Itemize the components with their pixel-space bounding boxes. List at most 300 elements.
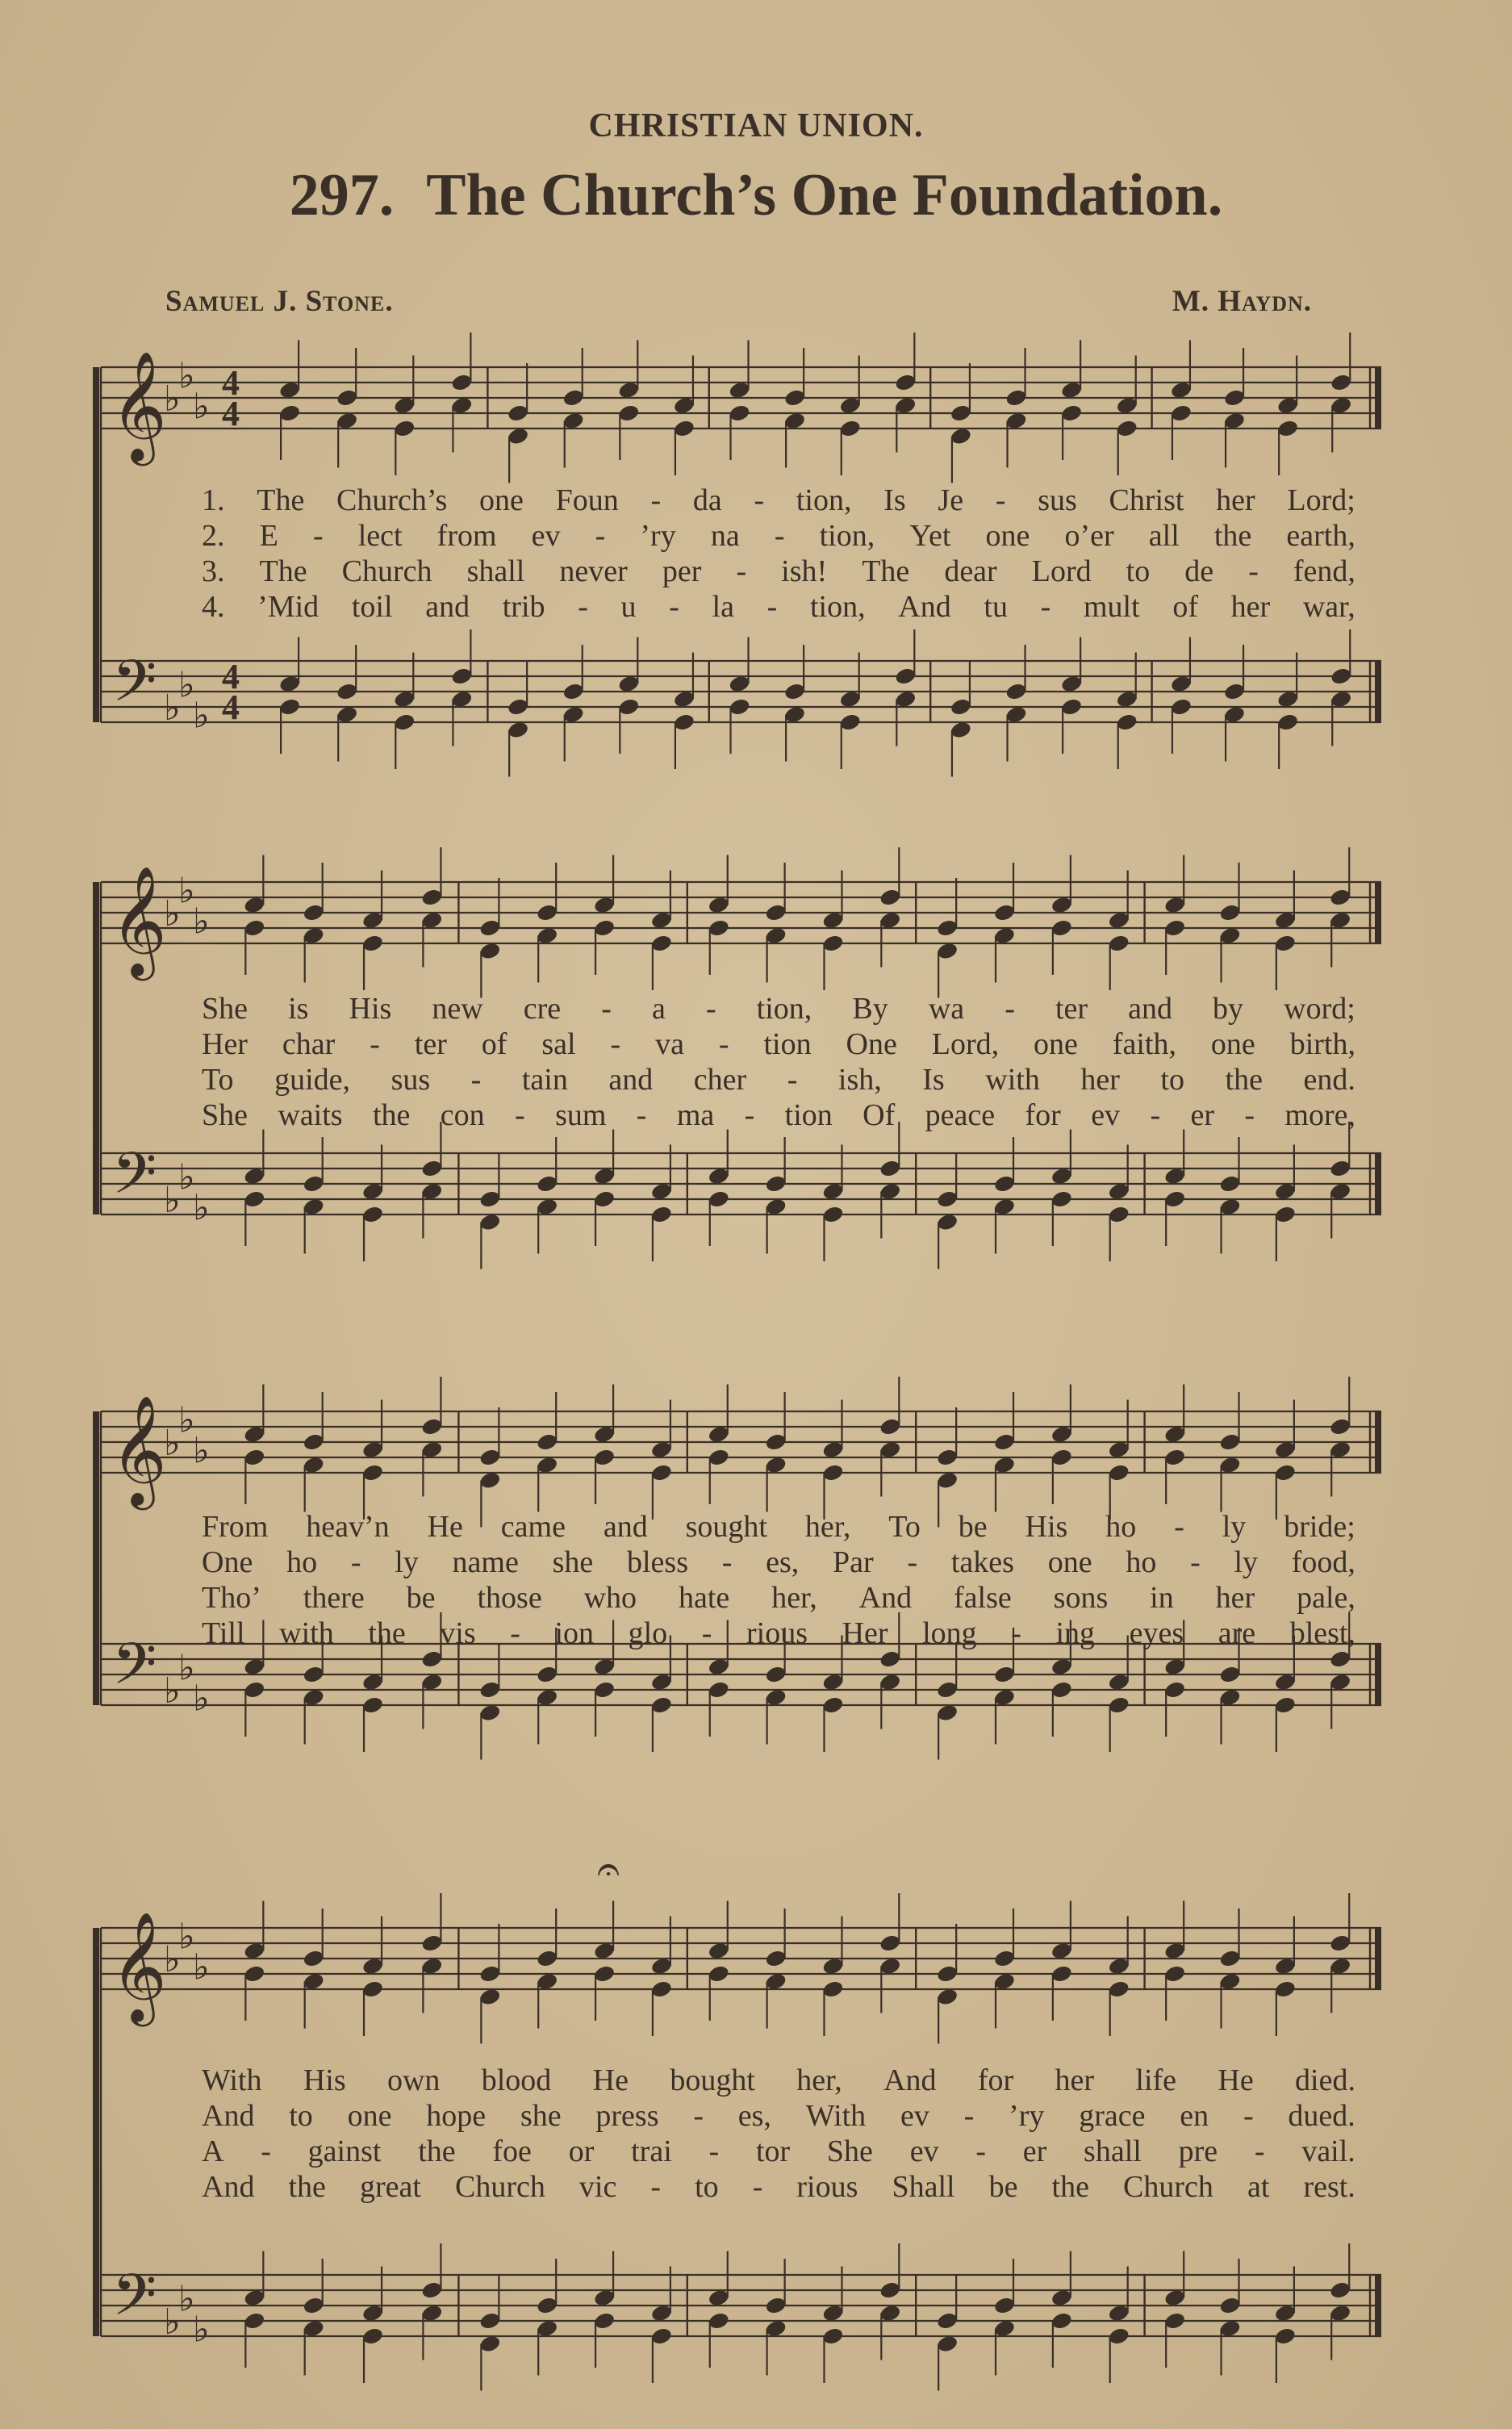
lyric-syllable: - xyxy=(595,519,606,553)
lyric-syllable: - xyxy=(669,590,679,624)
lyric-syllable: With xyxy=(202,2063,262,2097)
barline xyxy=(1375,1928,1381,1989)
lyric-syllable: press xyxy=(595,2099,659,2133)
lyric-syllable: one xyxy=(479,483,524,517)
lyric-syllable: hope xyxy=(426,2099,487,2133)
lyric-syllable: to xyxy=(695,2170,719,2204)
treble-clef-icon: 𝄞 xyxy=(111,864,167,976)
lyric-syllable: - xyxy=(744,1098,755,1132)
lyric-syllable: With xyxy=(805,2099,867,2133)
lyric-syllable: name xyxy=(452,1545,519,1579)
lyric-syllable: ev xyxy=(909,2134,939,2168)
flat-icon: ♭ xyxy=(164,2301,181,2343)
lyric-syllable: food, xyxy=(1291,1545,1355,1579)
lyric-syllable: - xyxy=(1248,554,1259,588)
lyric-syllable: tain xyxy=(521,1063,568,1097)
lyric-syllable: Is xyxy=(883,483,906,517)
lyric-syllable: ev xyxy=(531,519,561,553)
lyric-syllable: Tho’ xyxy=(202,1581,261,1615)
treble-clef-icon: 𝄞 xyxy=(111,1394,167,1505)
lyric-syllable: the xyxy=(288,2170,326,2204)
lyric-syllable: E xyxy=(259,519,278,553)
lyric-syllable: - xyxy=(705,992,716,1026)
lyric-syllable: na xyxy=(710,519,740,553)
lyric-syllable: sought xyxy=(685,1510,767,1544)
lyric-syllable: 3. xyxy=(202,554,225,588)
flat-icon: ♭ xyxy=(178,2278,195,2320)
lyric-syllable: long xyxy=(922,1616,977,1650)
lyric-syllable: cre xyxy=(523,992,562,1026)
flat-icon: ♭ xyxy=(193,901,210,943)
lyric-syllable: toil xyxy=(351,590,393,624)
lyric-syllable: Is xyxy=(922,1063,945,1097)
lyric-syllable: ly xyxy=(1234,1545,1259,1579)
flat-icon: ♭ xyxy=(178,1916,195,1958)
lyric-syllable: - xyxy=(774,519,785,553)
lyric-syllable: - xyxy=(470,1063,482,1097)
lyric-syllable: who xyxy=(583,1581,637,1615)
lyric-syllable: gainst xyxy=(307,2134,382,2168)
lyric-syllable: tion xyxy=(763,1027,812,1061)
lyric-syllable: ly xyxy=(1222,1510,1247,1544)
lyric-syllable: eyes xyxy=(1129,1616,1184,1650)
lyric-syllable: and xyxy=(603,1510,648,1544)
lyric-syllable: Yet xyxy=(909,519,951,553)
lyric-syllable: ion xyxy=(554,1616,595,1650)
lyric-syllable: at xyxy=(1247,2170,1270,2204)
lyric-syllable: end. xyxy=(1303,1063,1355,1097)
time-signature: 4 xyxy=(222,657,240,696)
lyric-syllable: blood xyxy=(481,2063,552,2097)
lyric-syllable: ev xyxy=(1091,1098,1121,1132)
lyric-syllable: dued. xyxy=(1288,2099,1355,2133)
lyric-syllable: sus xyxy=(1038,483,1077,517)
lyric-syllable: - xyxy=(261,2134,271,2168)
lyric-syllable: tion xyxy=(784,1098,833,1132)
lyric-syllable: ’ry xyxy=(640,519,676,553)
lyric-syllable: tion, xyxy=(796,483,852,517)
lyric-syllable: trib xyxy=(502,590,545,624)
lyric-syllable: - xyxy=(1190,1545,1201,1579)
lyric-syllable: tor xyxy=(755,2134,791,2168)
lyric-syllable: He xyxy=(592,2063,629,2097)
lyric-syllable: ish! xyxy=(781,554,828,588)
lyric-syllable: those xyxy=(477,1581,542,1615)
lyric-syllable: bride; xyxy=(1284,1510,1355,1544)
lyric-syllable: - xyxy=(1244,1098,1255,1132)
lyric-syllable: a xyxy=(651,992,666,1026)
lyric-syllable: - xyxy=(752,2170,763,2204)
lyric-syllable: en xyxy=(1180,2099,1209,2133)
lyric-syllable: ’ry xyxy=(1009,2099,1045,2133)
lyric-syllable: her xyxy=(1215,1581,1255,1615)
flat-icon: ♭ xyxy=(164,1423,181,1464)
lyric-syllable: bought xyxy=(670,2063,755,2097)
section-heading: CHRISTIAN UNION. xyxy=(588,107,924,144)
lyric-syllable: - xyxy=(312,519,324,553)
lyric-syllable: - xyxy=(995,483,1006,517)
lyric-syllable: or xyxy=(568,2134,595,2168)
lyric-syllable: - xyxy=(754,483,765,517)
lyric-syllable: Church’s xyxy=(336,483,448,517)
lyric-syllable: cher xyxy=(693,1063,747,1097)
lyric-syllable: And xyxy=(202,2099,255,2133)
lyric-syllable: life xyxy=(1135,2063,1177,2097)
lyric-syllable: - xyxy=(650,2170,662,2204)
lyric-syllable: - xyxy=(708,2134,720,2168)
lyric-syllable: er xyxy=(1190,1098,1214,1132)
lyric-syllable: there xyxy=(303,1581,365,1615)
system-bracket xyxy=(93,1928,99,2336)
flat-icon: ♭ xyxy=(193,2309,210,2351)
lyric-syllable: es, xyxy=(766,1545,800,1579)
lyric-syllable: Church xyxy=(454,2170,545,2204)
lyric-syllable: of xyxy=(1172,590,1198,624)
lyric-syllable: ing xyxy=(1055,1616,1096,1650)
lyric-syllable: and xyxy=(425,590,470,624)
lyric-syllable: foe xyxy=(492,2134,532,2168)
lyric-syllable: Lord; xyxy=(1287,483,1355,517)
lyric-syllable: waits xyxy=(278,1098,343,1132)
lyric-syllable: be xyxy=(988,2170,1018,2204)
lyric-syllable: - xyxy=(766,590,778,624)
hymn-title-text: The Church’s One Foundation. xyxy=(426,162,1223,228)
time-signature: 4 xyxy=(222,363,240,403)
lyric-syllable: 4. xyxy=(202,590,225,624)
lyric-syllable: Church xyxy=(1123,2170,1213,2204)
lyric-syllable: - xyxy=(578,590,588,624)
lyric-syllable: the xyxy=(372,1098,411,1132)
lyric-syllable: came xyxy=(500,1510,566,1544)
lyric-syllable: And xyxy=(858,1581,913,1615)
flat-icon: ♭ xyxy=(178,1647,195,1689)
lyric-syllable: the xyxy=(418,2134,456,2168)
lyric-syllable: faith, xyxy=(1112,1027,1176,1061)
lyric-syllable: A xyxy=(202,2134,224,2168)
bass-clef-icon: 𝄢 xyxy=(112,1140,157,1221)
lyric-syllable: es, xyxy=(737,2099,771,2133)
lyric-syllable: is xyxy=(288,992,309,1026)
lyric-syllable: - xyxy=(787,1063,798,1097)
lyric-syllable: er xyxy=(1022,2134,1047,2168)
flat-icon: ♭ xyxy=(193,1430,210,1472)
lyric-syllable: His xyxy=(1025,1510,1068,1544)
lyric-syllable: ho xyxy=(1105,1510,1137,1544)
flat-icon: ♭ xyxy=(178,1399,195,1441)
lyric-syllable: and xyxy=(1128,992,1172,1026)
lyric-syllable: She xyxy=(202,1098,248,1132)
hymn-number: 297. xyxy=(289,162,395,228)
lyric-syllable: she xyxy=(520,2099,562,2133)
lyric-syllable: fend, xyxy=(1293,554,1355,588)
lyric-syllable: rest. xyxy=(1303,2170,1355,2204)
lyric-syllable: His xyxy=(349,992,392,1026)
lyric-syllable: grace xyxy=(1079,2099,1146,2133)
flat-icon: ♭ xyxy=(164,1670,181,1712)
lyric-syllable: ev xyxy=(900,2099,929,2133)
lyric-syllable: the xyxy=(1051,2170,1089,2204)
lyric-syllable: shall xyxy=(1084,2134,1142,2168)
lyric-syllable: ly xyxy=(395,1545,419,1579)
flat-icon: ♭ xyxy=(164,893,181,934)
lyric-syllable: - xyxy=(693,2099,704,2133)
lyric-syllable: hate xyxy=(678,1581,730,1615)
lyric-syllable: ma xyxy=(676,1098,715,1132)
lyric-syllable: new xyxy=(432,992,483,1026)
lyric-syllable: Shall xyxy=(892,2170,955,2204)
lyric-syllable: Je xyxy=(938,483,964,517)
flat-icon: ♭ xyxy=(178,1156,195,1198)
lyric-syllable: lect xyxy=(357,519,403,553)
lyric-syllable: the xyxy=(368,1616,406,1650)
lyricist-credit: Samuel J. Stone. xyxy=(165,285,394,318)
barline xyxy=(1375,2275,1381,2336)
lyric-syllable: by xyxy=(1213,992,1244,1026)
lyric-syllable: To xyxy=(202,1063,234,1097)
lyric-syllable: char xyxy=(282,1027,336,1061)
bass-clef-icon: 𝄢 xyxy=(112,2262,157,2343)
lyric-syllable: her xyxy=(1216,483,1255,517)
lyric-syllable: tion, xyxy=(809,590,866,624)
lyric-syllable: One xyxy=(202,1545,253,1579)
lyric-syllable: bless xyxy=(626,1545,688,1579)
lyric-syllable: - xyxy=(1174,1510,1184,1544)
lyric-syllable: - xyxy=(907,1545,918,1579)
lyric-syllable: Lord, xyxy=(931,1027,1000,1061)
lyric-syllable: The xyxy=(862,554,910,588)
lyric-syllable: never xyxy=(559,554,628,588)
lyric-syllable: birth, xyxy=(1289,1027,1355,1061)
lyric-syllable: 1. xyxy=(202,483,225,517)
lyric-syllable: Till xyxy=(202,1616,245,1650)
lyric-syllable: Christ xyxy=(1109,483,1184,517)
lyric-syllable: The xyxy=(257,483,305,517)
treble-clef-icon: 𝄞 xyxy=(111,1910,167,2021)
lyric-syllable: dear xyxy=(944,554,997,588)
lyric-syllable: mult xyxy=(1083,590,1140,624)
lyric-syllable: ter xyxy=(414,1027,447,1061)
lyric-syllable: He xyxy=(427,1510,463,1544)
lyric-syllable: for xyxy=(1025,1098,1061,1132)
lyric-syllable: wa xyxy=(928,992,965,1026)
lyric-syllable: to xyxy=(1126,554,1151,588)
lyric-syllable: da xyxy=(692,483,722,517)
composer-credit: M. Haydn. xyxy=(1172,285,1312,318)
lyric-syllable: with xyxy=(279,1616,334,1650)
lyric-syllable: earth, xyxy=(1286,519,1355,553)
lyric-syllable: her xyxy=(1080,1063,1120,1097)
lyric-syllable: takes xyxy=(950,1545,1014,1579)
flat-icon: ♭ xyxy=(164,688,181,729)
lyric-syllable: be xyxy=(958,1510,988,1544)
lyric-syllable: her, xyxy=(804,1510,851,1544)
lyric-syllable: Her xyxy=(202,1027,248,1061)
lyric-syllable: rious xyxy=(746,1616,808,1650)
lyric-syllable: she xyxy=(552,1545,594,1579)
lyric-syllable: and xyxy=(608,1063,654,1097)
lyric-syllable: in xyxy=(1150,1581,1174,1615)
lyric-syllable: be xyxy=(406,1581,436,1615)
lyric-syllable: - xyxy=(1040,590,1051,624)
lyric-syllable: one xyxy=(1210,1027,1255,1061)
lyric-syllable: Church xyxy=(341,554,432,588)
lyric-syllable: She xyxy=(202,992,248,1026)
verse-line-4 xyxy=(202,2169,1355,2205)
lyric-syllable: for xyxy=(977,2063,1014,2097)
lyric-syllable: one xyxy=(985,519,1030,553)
flat-icon: ♭ xyxy=(164,378,181,420)
lyric-syllable: false xyxy=(954,1581,1012,1615)
lyric-syllable: - xyxy=(1254,2134,1265,2168)
lyric-syllable: shall xyxy=(466,554,525,588)
lyric-syllable: one xyxy=(1047,1545,1092,1579)
lyric-syllable: the xyxy=(1225,1063,1263,1097)
lyric-syllable: He xyxy=(1218,2063,1254,2097)
flat-icon: ♭ xyxy=(178,355,195,397)
flat-icon: ♭ xyxy=(164,1180,181,1221)
lyric-syllable: of xyxy=(481,1027,507,1061)
lyric-syllable: war, xyxy=(1302,590,1355,624)
lyric-syllable: are xyxy=(1218,1616,1256,1650)
lyric-syllable: sal xyxy=(541,1027,576,1061)
lyric-syllable: - xyxy=(718,1027,729,1061)
lyric-syllable: tion, xyxy=(819,519,875,553)
lyric-syllable: per xyxy=(662,554,702,588)
lyric-syllable: pre xyxy=(1178,2134,1218,2168)
lyric-syllable: vail. xyxy=(1301,2134,1355,2168)
lyric-syllable: more, xyxy=(1284,1098,1355,1132)
treble-clef-icon: 𝄞 xyxy=(111,349,167,461)
lyric-syllable: - xyxy=(1150,1098,1161,1132)
lyric-syllable: tion, xyxy=(756,992,812,1026)
flat-icon: ♭ xyxy=(193,695,210,737)
lyric-syllable: sum xyxy=(555,1098,607,1132)
lyric-syllable: - xyxy=(721,1545,733,1579)
lyric-syllable: the xyxy=(1213,519,1252,553)
lyric-syllable: To xyxy=(888,1510,921,1544)
verse-line-1 xyxy=(202,2063,1355,2098)
lyric-syllable: - xyxy=(515,1098,525,1132)
lyric-syllable: She xyxy=(826,2134,873,2168)
flat-icon: ♭ xyxy=(193,386,210,428)
lyric-syllable: - xyxy=(975,2134,986,2168)
lyric-syllable: vic xyxy=(578,2170,617,2204)
lyric-syllable: o’er xyxy=(1064,519,1114,553)
lyric-syllable: ish, xyxy=(837,1063,882,1097)
lyric-syllable: 2. xyxy=(202,519,225,553)
flat-icon: ♭ xyxy=(193,1187,210,1229)
flat-icon: ♭ xyxy=(178,870,195,912)
lyric-syllable: - xyxy=(610,1027,621,1061)
lyric-syllable: great xyxy=(359,2170,421,2204)
lyric-syllable: - xyxy=(650,483,662,517)
lyric-syllable: her, xyxy=(771,1581,817,1615)
lyric-syllable: word; xyxy=(1284,992,1355,1026)
fermata-icon: 𝄐 xyxy=(597,1846,620,1892)
lyric-syllable: ’Mid xyxy=(257,590,320,624)
lyric-syllable: to xyxy=(289,2099,313,2133)
lyric-syllable: heav’n xyxy=(306,1510,390,1544)
lyric-syllable: her xyxy=(1230,590,1271,624)
lyric-syllable: His xyxy=(303,2063,346,2097)
lyric-syllable: From xyxy=(202,1510,269,1544)
lyric-syllable: sons xyxy=(1053,1581,1109,1615)
lyric-syllable: all xyxy=(1148,519,1180,553)
lyric-syllable: u xyxy=(620,590,637,624)
lyric-syllable: And xyxy=(202,2170,255,2204)
lyric-syllable: sus xyxy=(391,1063,431,1097)
lyric-syllable: - xyxy=(1005,992,1015,1026)
lyric-syllable: one xyxy=(347,2099,392,2133)
lyric-syllable: Foun xyxy=(555,483,619,517)
time-signature: 4 xyxy=(222,688,240,727)
time-signature: 4 xyxy=(222,394,240,433)
lyric-syllable: va xyxy=(655,1027,684,1061)
lyric-syllable: ho xyxy=(286,1545,318,1579)
lyric-syllable: pale, xyxy=(1297,1581,1355,1615)
lyric-syllable: with xyxy=(985,1063,1040,1097)
lyric-syllable: rious xyxy=(796,2170,858,2204)
lyric-syllable: Her xyxy=(842,1616,888,1650)
lyric-syllable: ho xyxy=(1126,1545,1157,1579)
bass-clef-icon: 𝄢 xyxy=(112,648,157,729)
lyric-syllable: glo xyxy=(628,1616,668,1650)
lyric-syllable: to xyxy=(1160,1063,1184,1097)
lyric-syllable: guide, xyxy=(274,1063,351,1097)
lyric-syllable: Lord xyxy=(1031,554,1092,588)
lyric-syllable: vis xyxy=(440,1616,476,1650)
lyric-syllable: - xyxy=(1011,1616,1021,1650)
lyric-syllable: - xyxy=(636,1098,647,1132)
lyric-syllable: - xyxy=(1243,2099,1254,2133)
lyric-syllable: blest, xyxy=(1289,1616,1355,1650)
flat-icon: ♭ xyxy=(193,1946,210,1988)
lyric-syllable: - xyxy=(736,554,747,588)
lyric-syllable: from xyxy=(436,519,497,553)
lyric-syllable: one xyxy=(1034,1027,1078,1061)
lyric-syllable: - xyxy=(601,992,612,1026)
lyric-syllable: ter xyxy=(1055,992,1088,1026)
lyric-syllable: - xyxy=(963,2099,975,2133)
lyric-syllable: trai xyxy=(631,2134,672,2168)
lyric-syllable: own xyxy=(386,2063,441,2097)
lyric-syllable: And xyxy=(898,590,951,624)
lyric-syllable: la xyxy=(712,590,734,624)
lyric-syllable: her, xyxy=(796,2063,842,2097)
lyric-syllable: And xyxy=(883,2063,937,2097)
lyric-syllable: her xyxy=(1055,2063,1095,2097)
bass-clef-icon: 𝄢 xyxy=(112,1631,157,1712)
lyric-syllable: The xyxy=(259,554,307,588)
lyric-syllable: One xyxy=(846,1027,897,1061)
flat-icon: ♭ xyxy=(193,1678,210,1720)
lyric-syllable: - xyxy=(701,1616,712,1650)
verse-line-2 xyxy=(202,2098,1355,2134)
lyric-syllable: By xyxy=(852,992,888,1026)
lyric-syllable: tu xyxy=(984,590,1008,624)
flat-icon: ♭ xyxy=(164,1939,181,1980)
lyric-syllable: de xyxy=(1184,554,1214,588)
lyric-syllable: peace xyxy=(925,1098,996,1132)
lyric-syllable: - xyxy=(510,1616,520,1650)
lyric-syllable: Par xyxy=(833,1545,874,1579)
flat-icon: ♭ xyxy=(178,664,195,706)
verse-line-3 xyxy=(202,2134,1355,2169)
lyric-syllable: - xyxy=(350,1545,361,1579)
lyric-syllable: died. xyxy=(1295,2063,1355,2097)
lyric-syllable: Of xyxy=(863,1098,896,1132)
lyric-syllable: - xyxy=(370,1027,380,1061)
